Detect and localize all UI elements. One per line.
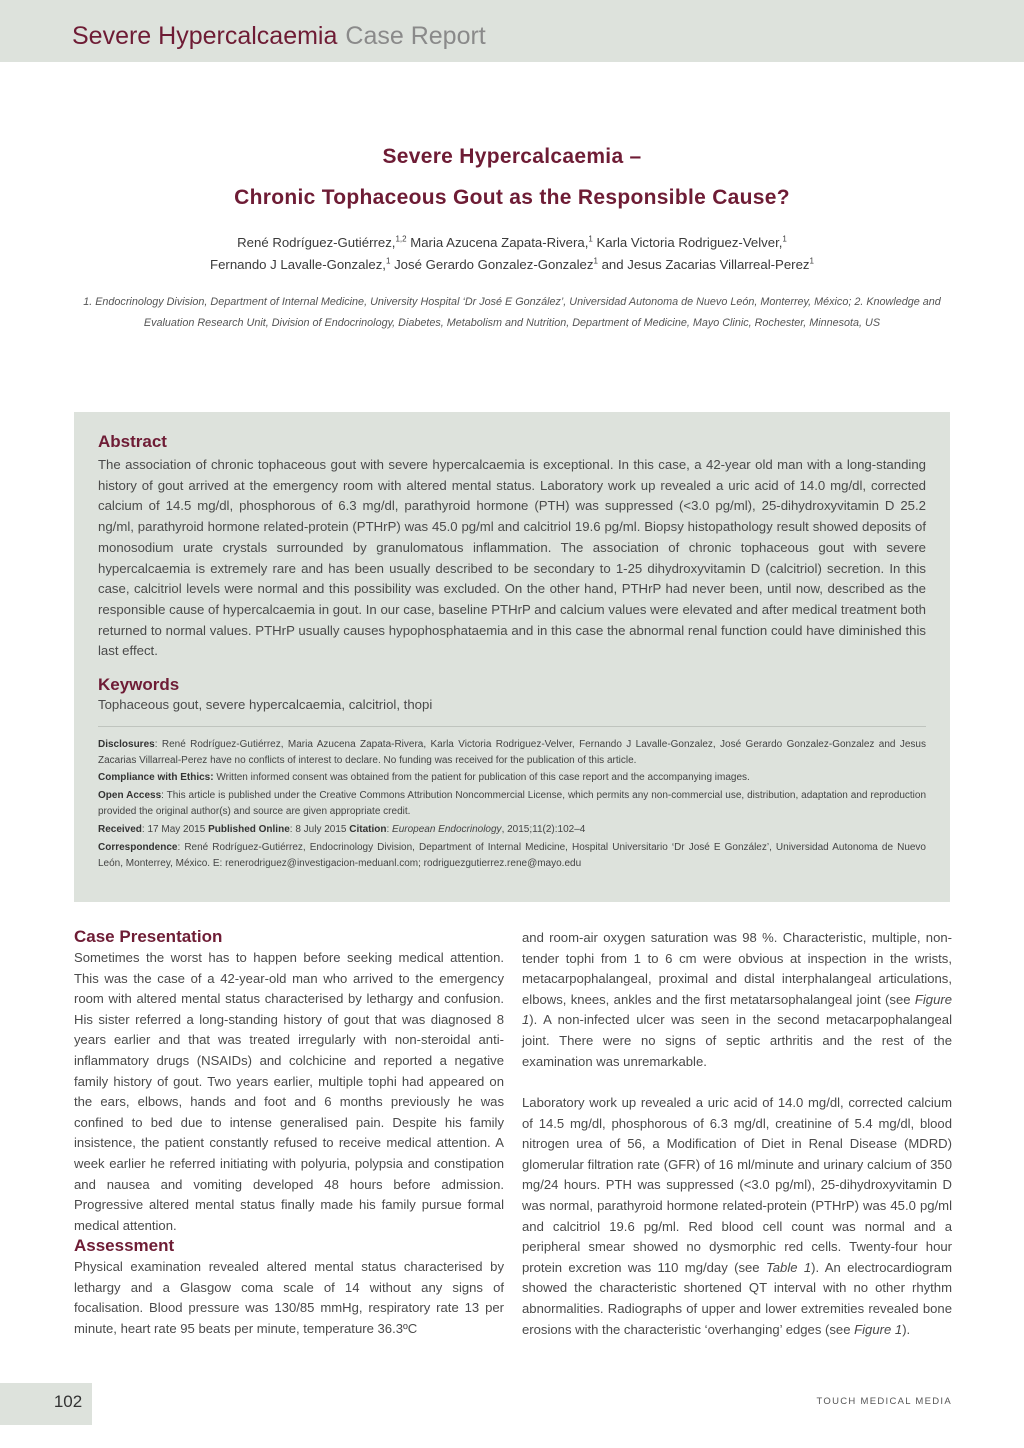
author-name: José Gerardo Gonzalez-Gonzalez: [390, 257, 594, 272]
article-title-line1: Severe Hypercalcaemia –: [382, 145, 642, 168]
paragraph-text: Laboratory work up revealed a uric acid of 14.0 mg/dl, corrected calcium of 14.5 mg/dl, phosphorous of 6.3 mg/dl, creatinine of 5.4 mg/dl, blood nitrogen urea of 56, a Modification of Diet in Renal Disease (MDRD) glomerular filtration rate (GFR) of 16 ml/minute and urinary calcium of 350 mg/24 hours. PTH was suppressed (<3.0 pg/ml), 25-dihydroxyvitamin D was normal, parathyroid hormone related-protein (PTHrP) was 45.0 pg/ml and calcitriol 19.6 pg/ml. Red blood cell count was normal and a peripheral smear showed no dysmorphic red cells. Twenty-four hour protein excretion was 110 mg/day (see: [522, 1095, 952, 1275]
affiliation-mark: 1: [588, 234, 593, 244]
affiliation-mark: 1: [593, 256, 598, 266]
assessment-text: Physical examination revealed altered mental status characterised by lethargy and a Glasgow coma scale of 14 without any signs of focalisation. Blood pressure was 130/85 mmHg, respiratory rate 13 per minute, heart rate 95 beats per minute, temperature 36.3ºC: [74, 1259, 504, 1336]
paragraph-text: and room-air oxygen saturation was 98 %. Characteristic, multiple, non-tender tophi from 1 to 6 cm were obvious at inspection in the wrists, metacarpophalangeal, proximal and distal interphalangeal articulations, elbows, knees, ankles and the first metatarsophalangeal joint (see: [522, 930, 952, 1007]
author-list: [72, 232, 952, 276]
header-subtitle: Case Report: [345, 22, 486, 50]
citation-journal: European Endocrinology: [392, 824, 502, 835]
disclosures-label: Disclosures: [98, 739, 155, 750]
open-access-note: [98, 788, 926, 820]
case-presentation-heading: Case Presentation: [74, 927, 223, 946]
running-header: [72, 22, 486, 51]
citation-text: , 2015;11(2):102–4: [501, 824, 586, 835]
correspondence-text: : René Rodríguez-Gutiérrez, Endocrinology Division, Department of Internal Medicine, Hospital Universitario ‘Dr José E González’, Universidad Autonoma de Nuevo León, Monterrey, México. E: renerodriguez@investigacion-meduanl.com; rodriguezgutierrez.rene@mayo.edu: [98, 842, 926, 869]
author-name: Karla Victoria Rodriguez-Velver,: [592, 235, 783, 250]
open-access-text: : This article is published under the Creative Commons Attribution Noncommercial License, which permits any non-commercial use, distribution, adaptation and reproduction provided the original author(s) and source are given appropriate credit.: [98, 790, 927, 817]
keywords-text: Tophaceous gout, severe hypercalcaemia, calcitriol, thopi: [98, 697, 433, 712]
right-column-paragraph: [522, 1093, 952, 1340]
keywords-heading: Keywords: [98, 675, 180, 694]
disclosures-note: [98, 737, 926, 769]
right-column-paragraph: [522, 928, 952, 1072]
assessment-heading: Assessment: [74, 1236, 175, 1255]
ethics-label: Compliance with Ethics:: [98, 772, 214, 783]
affiliation-mark: 1: [385, 256, 391, 266]
affiliation-mark: 1: [809, 256, 814, 266]
author-name: and Jesus Zacarias Villarreal-Perez: [597, 257, 810, 272]
author-name: Maria Azucena Zapata-Rivera,: [406, 235, 589, 250]
ethics-note: [98, 770, 926, 786]
publication-dates: [98, 822, 926, 838]
abstract-heading: Abstract: [98, 432, 167, 451]
affiliations: 1. Endocrinology Division, Department of Internal Medicine, University Hospital ‘Dr José E González’, Universidad Autonoma de Nuevo León, Monterrey, México; 2. Knowledge and Evaluation Research Unit, Division of Endocrinology, Diabetes, Metabolism and Nutrition, Department of Medicine, Mayo Clinic, Rochester, Minnesota, US: [83, 296, 941, 329]
page-number: 102: [53, 1392, 83, 1411]
publisher-name: TOUCH MEDICAL MEDIA: [816, 1396, 952, 1407]
citation-label: Citation: [349, 824, 387, 835]
published-label: Published Online: [208, 824, 290, 835]
figure-reference: Figure 1: [854, 1321, 903, 1337]
paragraph-text: ). An electrocardiogram showed the characteristic shortened QT interval with no other rhythm abnormalities. Radiographs of upper and lower extremities revealed bone erosions with the characteristic ‘overhanging’ edges (see: [522, 1259, 952, 1337]
table-reference: Table 1: [765, 1259, 812, 1275]
case-presentation-text: Sometimes the worst has to happen before seeking medical attention. This was the case of a 42-year-old man who arrived to the emergency room with altered mental status characterised by lethargy and confusion. His sister referred a long-standing history of gout that was diagnosed 8 years earlier and that was treated irregularly with non-steroidal anti-inflammatory drugs (NSAIDs) and colchicine and reported a negative family history of gout. Two years earlier, multiple tophi had appeared on the ears, elbows, hands and foot and 6 months previously he was confined to bed due to intense generalised pain. Despite his family insistence, the patient constantly refused to receive medical attention. A week earlier he referred initiating with polyuria, polypsia and constipation and nausea and vomiting developed 48 hours before admission. Progressive altered mental status finally made his family pursue formal medical attention.: [74, 950, 504, 1233]
open-access-label: Open Access: [98, 790, 162, 801]
article-title-line2: Chronic Tophaceous Gout as the Responsible Cause?: [234, 186, 790, 209]
received-label: Received: [98, 824, 142, 835]
author-name: René Rodríguez-Gutiérrez,: [237, 235, 396, 250]
header-title: Severe Hypercalcaemia: [72, 22, 338, 50]
abstract-divider: [98, 726, 926, 727]
correspondence-label: Correspondence: [98, 842, 178, 853]
figure-reference: Figure 1: [522, 991, 952, 1028]
published-date: : 8 July 2015: [289, 824, 350, 835]
paragraph-text: ). A non-infected ulcer was seen in the second metacarpophalangeal joint. There were no signs of septic arthritis and the rest of the examination was unremarkable.: [522, 1012, 952, 1069]
disclosures-text: : René Rodríguez-Gutiérrez, Maria Azucena Zapata-Rivera, Karla Victoria Rodriguez-Velver, Fernando J Lavalle-Gonzalez, José Gerardo Gonzalez-Gonzalez and Jesus Zacarias Villarreal-Perez have no conflicts of interest to declare. No funding was received for the publication of this article.: [98, 739, 926, 766]
ethics-text: Written informed consent was obtained from the patient for publication of this case report and the accompanying images.: [213, 772, 750, 783]
citation-colon: :: [386, 824, 393, 835]
correspondence-note: [98, 840, 926, 872]
paragraph-text: ).: [902, 1321, 911, 1337]
author-name: Fernando J Lavalle-Gonzalez,: [210, 257, 386, 272]
affiliation-mark: 1,2: [395, 234, 407, 244]
abstract-text: The association of chronic tophaceous gout with severe hypercalcaemia is exceptional. In this case, a 42-year old man with a long-standing history of gout arrived at the emergency room with altered mental status. Laboratory work up revealed a uric acid of 14.0 mg/dl, corrected calcium of 14.5 mg/dl, phosphorous of 6.3 mg/dl, parathyroid hormone (PTH) was suppressed (<3.0 pg/ml), 25-dihydroxyvitamin D 25.2 ng/ml, parathyroid hormone related-protein (PTHrP) was 45.0 pg/ml and calcitriol 19.6 pg/ml. Biopsy histopathology result showed deposits of monosodium urate crystals surrounded by granulomatous inflammation. The association of chronic tophaceous gout with severe hypercalcaemia is extremely rare and has been usually described to be secondary to 1-25 dihydroxyvitamin D (calcitriol) secretion. In this case, calcitriol levels were normal and this possibility was excluded. On the other hand, PTHrP had never been, until now, described as the responsible cause of hypercalcaemia in gout. In our case, baseline PTHrP and calcium values were elevated and after medical treatment both returned to normal values. PTHrP usually causes hypophosphataemia and in this case the abnormal renal function could have diminished this last effect.: [98, 457, 926, 659]
affiliation-mark: 1: [782, 234, 787, 244]
received-date: : 17 May 2015: [141, 824, 209, 835]
